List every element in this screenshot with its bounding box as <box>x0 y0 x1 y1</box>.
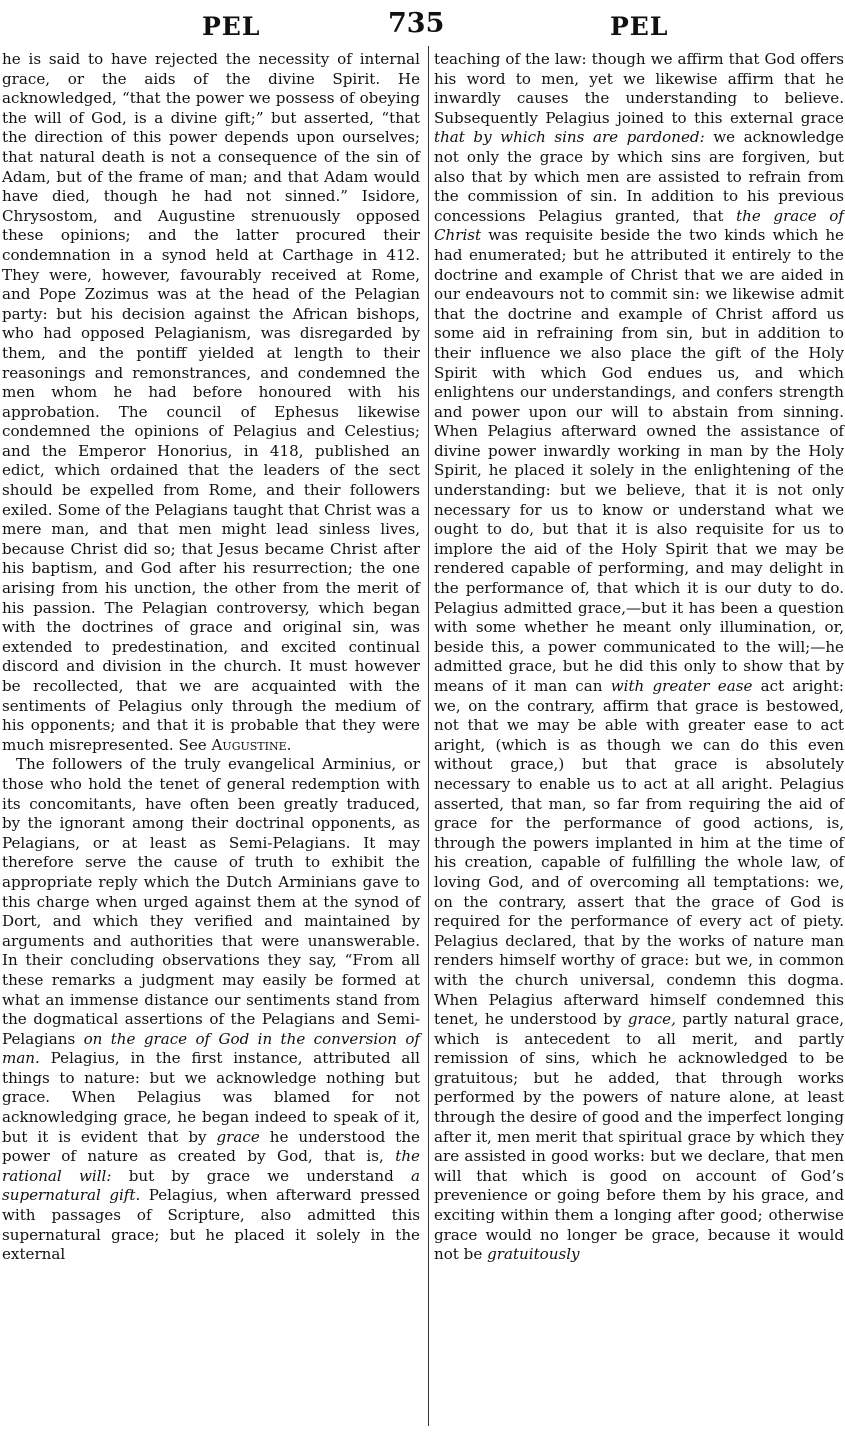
paragraph-arminian-reply: The followers of the truly evangelical Arminius, or those who hold the tenet of general redemption with its concomitants, have often been greatly traduced, by the ignorant among their doctrinal opponents, as Pelagians, or at least as Semi-Pelagians. It may therefore serve the cause of truth to exhibit the appropriate reply which the Dutch Arminians gave to this charge when urged against them at the synod of Dort, and which they verified and maintained by arguments and authorities that were unanswerable. In their concluding observations they say, “From all these remarks a judgment may easily be formed at what an immense distance our sentiments stand from the dogmatical assertions of the Pelagians and Semi-Pelagians on the grace of God in the conversion of man. Pelagius, in the first instance, attributed all things to nature: but we acknowledge nothing but grace. When Pelagius was blamed for not acknowledging grace, he began indeed to speak of it, but it is evident that by grace he understood the power of nature as created by God, that is, the rational will: but by grace we understand a supernatural gift. Pelagius, when afterward pressed with passages of Scripture, also admitted this supernatural grace; but he placed it solely in the external <box>2 755 421 1264</box>
paragraph-pelagius-history: he is said to have rejected the necessity of internal grace, or the aids of the divine Spirit. He acknowledged, “that the power we possess of obeying the will of God, is a divine gift;” but asserted, “that the direction of this power depends upon ourselves; that natural death is not a consequence of the sin of Adam, but of the frame of man; and that Adam would have died, though he had not sinned.” Isidore, Chrysostom, and Augustine strenuously opposed these opinions; and the latter procured their condemnation in a synod held at Carthage in 412. They were, however, favourably received at Rome, and Pope Zozimus was at the head of the Pelagian party: but his decision against the African bishops, who had opposed Pelagianism, was disregarded by them, and the pontiff yielded at length to their reasonings and remonstrances, and condemned the men whom he had before honoured with his approbation. The council of Ephesus likewise condemned the opinions of Pelagius and Celestius; and the Emperor Honorius, in 418, published an edict, which ordained that the leaders of the sect should be expelled from Rome, and their followers exiled. Some of the Pelagians taught that Christ was a mere man, and that men might lead sinless lives, because Christ did so; that Jesus became Christ after his baptism, and God after his resurrection; the one arising from his unction, the other from the merit of his passion. The Pelagian controversy, which began with the doctrines of grace and original sin, was extended to predestination, and excited continual discord and division in the church. It must however be recollected, that we are acquainted with the sentiments of Pelagius only through the medium of his opponents; and that it is probable that they were much misrepresented. See Augustine. <box>2 50 420 754</box>
cross-reference: Augustine. <box>211 735 292 754</box>
right-column <box>434 50 844 1265</box>
running-header <box>0 4 845 46</box>
header-right-keyword: PEL <box>610 12 669 41</box>
paragraph-continuation: teaching of the law: though we affirm that God offers his word to men, yet we likewise affirm that he inwardly causes the understanding to believe. Subsequently Pelagius joined to this external grace that by which sins are pardoned: we acknowledge not only the grace by which sins are forgiven, but also that by which men are assisted to refrain from the commission of sin. In addition to his previous concessions Pelagius granted, that the grace of Christ was requisite beside the two kinds which he had enumerated; but he attributed it entirely to the doctrine and example of Christ that we are aided in our endeavours not to commit sin: we likewise admit that the doctrine and example of Christ afford us some aid in refraining from sin, but in addition to their influence we also place the gift of the Holy Spirit with which God endues us, and which enlightens our understandings, and confers strength and power upon our will to abstain from sinning. When Pelagius afterward owned the assistance of divine power inwardly working in man by the Holy Spirit, he placed it solely in the enlightening of the understanding: but we believe, that it is not only necessary for us to know or understand what we ought to do, but that it is also requisite for us to implore the aid of the Holy Spirit that we may be rendered capable of performing, and may delight in the performance of, that which it is our duty to do. Pelagius admitted grace,—but it has been a question with some whether he meant only illumination, or, beside this, a power communicated to the will;—he admitted grace, but he did this only to show that by means of it man can with greater ease act aright: we, on the contrary, affirm that grace is bestowed, not that we may be able with greater ease to act aright, (which is as though we can do this even without grace,) but that grace is absolutely necessary to enable us to act at all aright. Pelagius asserted, that man, so far from requiring the aid of grace for the performance of good actions, is, through the powers implanted in him at the time of his creation, capable of fulfilling the whole law, of loving God, and of overcoming all temptations: we, on the contrary, assert that the grace of God is required for the performance of every act of piety. Pelagius declared, that by the works of nature man renders himself worthy of grace: but we, in common with the church universal, condemn this dogma. When Pelagius afterward himself condemned this tenet, he understood by grace, partly natural grace, which is antecedent to all merit, and partly remission of sins, which he acknowledged to be gratuitous; but he added, that through works performed by the powers of nature alone, at least through the desire of good and the imperfect longing after it, men merit that spiritual grace by which they are assisted in good works: but we declare, that men will that which is good on account of God’s prevenience or going before them by his grace, and exciting within them a longing after good; otherwise grace would no longer be grace, because it would not be gratuitously <box>434 50 844 1264</box>
column-divider <box>428 46 429 1426</box>
header-left-keyword: PEL <box>202 12 261 41</box>
left-column <box>2 50 420 1265</box>
page-number: 735 <box>388 8 445 39</box>
